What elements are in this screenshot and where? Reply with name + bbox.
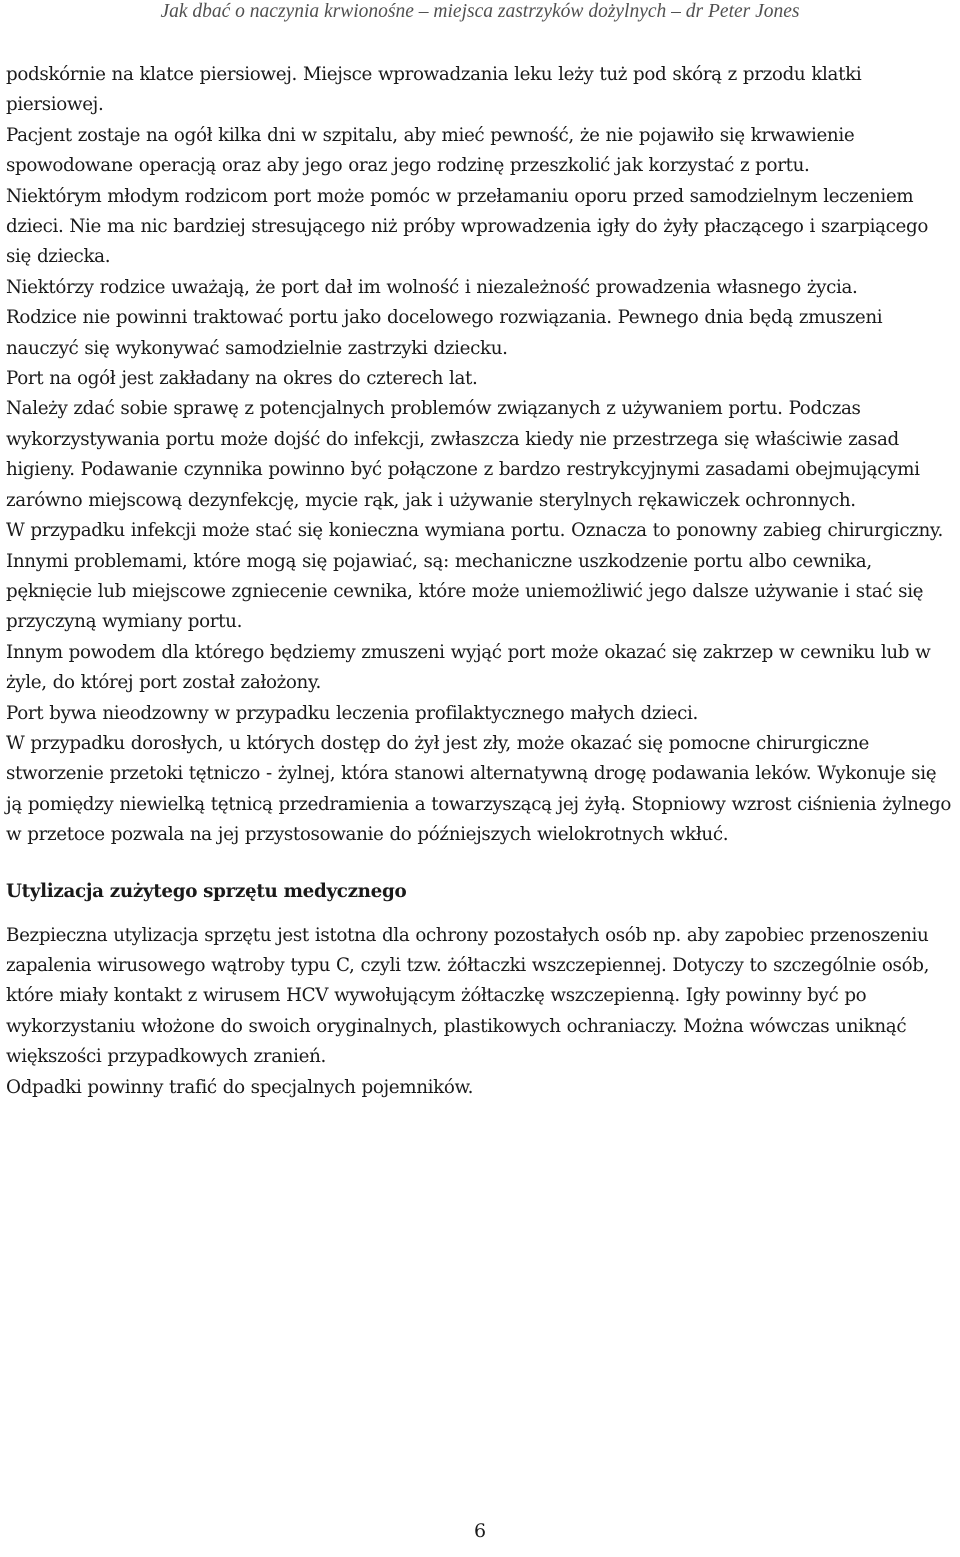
paragraph: Niektórzy rodzice uważają, że port dał im wolność i niezależność prowadzenia własnego życia.: [6, 276, 858, 298]
paragraph: Niektórym młodym rodzicom port może pomóc w przełamaniu oporu przed samodzielnym leczeniem dzieci. Nie ma nic bardziej stresującego niż próby wprowadzenia igły do żyły płaczącego i szarpiącego się dziecka.: [6, 185, 928, 268]
page-number: 6: [473, 1520, 487, 1542]
paragraph: podskórnie na klatce piersiowej. Miejsce wprowadzania leku leży tuż pod skórą z przodu klatki piersiowej.: [6, 64, 862, 116]
paragraph: W przypadku dorosłych, u których dostęp do żył jest zły, może okazać się pomocne chirurgiczne stworzenie przetoki tętniczo - żylnej, która stanowi alternatywną drogę podawania leków. Wykonuje się ją pomiędzy niewielką tętnicą przedramienia a towarzyszącą jej żyłą. Stopniowy wzrost ciśnienia żylnego w przetoce pozwala na jej przystosowanie do późniejszych wielokrotnych wkłuć.: [6, 732, 951, 846]
paragraph: Port bywa nieodzowny w przypadku leczenia profilaktycznego małych dzieci.: [6, 702, 698, 724]
document-body: [6, 60, 956, 1103]
running-header: Jak dbać o naczynia krwionośne – miejsca zastrzyków dożylnych – dr Peter Jones: [160, 1, 800, 22]
paragraph: Pacjent zostaje na ogół kilka dni w szpitalu, aby mieć pewność, że nie pojawiło się krwawienie spowodowane operacją oraz aby jego oraz jego rodzinę przeszkolić jak korzystać z portu.: [6, 124, 855, 177]
paragraph: Port na ogół jest zakładany na okres do czterech lat.: [6, 368, 478, 390]
paragraph: Należy zdać sobie sprawę z potencjalnych problemów związanych z używaniem portu. Podczas wykorzystywania portu może dojść do infekcji, zwłaszcza kiedy nie przestrzega się właściwie zasad higieny. Podawanie czynnika powinno być połączone z bardzo restrykcyjnymi zasadami obejmującymi zarówno miejscową dezynfekcję, mycie rąk, jak i używanie sterylnych rękawiczek ochronnych.: [6, 398, 920, 511]
paragraph: Innym powodem dla którego będziemy zmuszeni wyjąć port może okazać się zakrzep w cewniku lub w żyle, do której port został założony.: [6, 641, 931, 694]
paragraph: Rodzice nie powinni traktować portu jako docelowego rozwiązania. Pewnego dnia będą zmuszeni nauczyć się wykonywać samodzielnie zastrzyki dziecku.: [6, 307, 883, 359]
paragraph: Odpadki powinny trafić do specjalnych pojemników.: [6, 1076, 474, 1098]
paragraph: W przypadku infekcji może stać się konieczna wymiana portu. Oznacza to ponowny zabieg chirurgiczny. Innymi problemami, które mogą się pojawiać, są: mechaniczne uszkodzenie portu albo cewnika, pęknięcie lub miejscowe zgniecenie cewnika, które może uniemożliwić jego dalsze używanie i stać się przyczyną wymiany portu.: [6, 520, 943, 633]
paragraph: Bezpieczna utylizacja sprzętu jest istotna dla ochrony pozostałych osób np. aby zapobiec przenoszeniu zapalenia wirusowego wątroby typu C, czyli tzw. żółtaczki wszczepiennej. Dotyczy to szczególnie osób, które miały kontakt z wirusem HCV wywołującym żółtaczkę wszczepienną. Igły powinny być po wykorzystaniu włożone do swoich oryginalnych, plastikowych ochraniaczy. Można wówczas uniknąć większości przypadkowych zranień.: [6, 924, 930, 1068]
section-heading: Utylizacja zużytego sprzętu medycznego: [6, 880, 407, 902]
